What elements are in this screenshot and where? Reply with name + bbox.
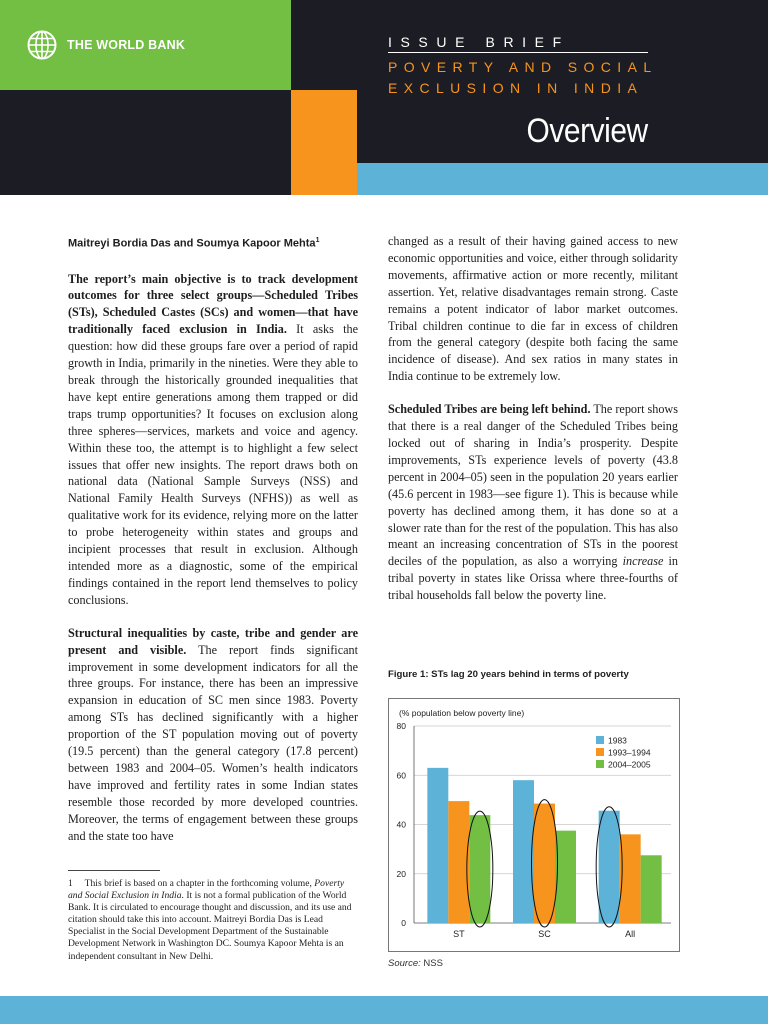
figure-source [388,958,443,969]
x-tick-label: All [625,929,636,939]
paragraph-objective [68,271,358,609]
header-band [0,0,768,195]
footnote [68,878,358,963]
bar-all-2004–2005 [641,855,662,923]
right-column [388,233,678,620]
footnote-number: 1 [68,878,73,889]
x-tick-label: ST [453,929,465,939]
legend-swatch [596,748,604,756]
y-tick-label: 80 [396,721,406,731]
inequalities-body: The report finds significant improvement in some development indicators for all the three groups. For instance, there has been an impressive expansion in education of SC men since 1983. Poverty among STs has declined significantly with a higher proportion of the ST population moving out of poverty (19.5 percent) than the general category (17.8 percent) between 1983 and 2004–05. Women’s health indicators have improved and fertility rates in some Indian states resemble those recorded by more developed countries. Moreover, the terms of engagement between these groups and the state too have [68,642,358,843]
bar-sc-2004–2005 [555,831,576,923]
tribes-body-a: The report shows that there is a real danger of the Scheduled Tribes being locked out of sharing in India’s prosperity. Despite improvements, STs experience levels of poverty (43.8 percent in 2004–05) seen in the population 20 years earlier (45.6 percent in 1983—see figure 1). This is because while poverty has declined among them, it has done so at a slower rate than for the rest of the population. This has also meant an increasing concentration of STs in the poorest deciles of the population, as also a worrying [388,402,678,569]
paragraph-tribes [388,401,678,604]
y-axis-label: (% population below poverty line) [399,708,525,718]
legend-label: 2004–2005 [608,759,651,770]
y-tick-label: 0 [401,918,406,928]
figure-title: Figure 1: STs lag 20 years behind in terms of poverty [388,669,629,680]
legend-swatch [596,736,604,744]
bar-sc-1993–1994 [534,804,555,923]
tribes-emphasis: increase [622,554,664,569]
x-tick-label: SC [538,929,551,939]
paragraph-continued: changed as a result of their having gained access to new economic opportunities and voice, either through solidarity movements, affirmative action or more recently, militant assertion. Yet, relative disadvantages remain strong. Caste remains a potent indicator of labor market outcomes. Tribal children continue to die far in excess of children from the general category (despite both facing the same incidence of disease). And sex ratios in many states in India continue to be extremely low. [388,234,678,384]
authors-line [68,233,358,253]
bar-st-1983 [427,768,448,923]
subtitle-line-1: POVERTY AND SOCIAL [388,59,658,75]
tribes-body-b: in tribal poverty in states like Orissa where three-fourths of tribal households fall below the poverty line. [388,554,678,603]
header-rule [388,52,648,53]
footnote-divider [68,870,160,871]
issue-brief-block [388,34,658,99]
orange-block [291,90,357,195]
footnote-title: Poverty and Social Exclusion in India [68,878,345,902]
y-tick-label: 20 [396,868,406,879]
tribes-lead: Scheduled Tribes are being left behind. [388,402,591,417]
y-tick-label: 60 [396,770,406,781]
org-name: THE WORLD BANK [67,38,186,52]
world-bank-logo [27,30,185,60]
footnote-text-a: This brief is based on a chapter in the forthcoming volume, [72,878,315,889]
left-column [68,233,358,860]
objective-lead: The report’s main objective is to track development outcomes for three select groups—Scheduled Tribes (STs), Scheduled Castes (SCs) and women—that have traditionally faced exclusion in India. [68,271,358,337]
issue-label: ISSUE BRIEF [388,34,570,50]
bar-all-1983 [599,811,620,923]
inequalities-lead: Structural inequalities by caste, tribe and gender are present and visible. [68,625,358,657]
bar-all-1993–1994 [620,834,641,923]
chart-svg [389,699,679,951]
objective-body: It asks the question: how did these groups fare over a period of rapid growth in India, primarily in the nineties. Were they able to break through the historically grounded inequalities that have kept entire generations among them trapped or did traps trump opportunities? It focuses on exclusion along three spheres—services, markets and voice and agency. Within these too, the attempt is to highlight a few select issues that offer new insights. The report draws both on national data (National Sample Surveys (NSS) and National Family Health Surveys (NFHS)) as well as qualitative work for its evidence, relying more on the latter to probe heterogeneity within states and groups and incipient processes that result in exclusion. Although intended more as a diagnostic, some of the empirical findings contained in the report lend themselves to policy conclusions. [68,322,358,607]
legend-swatch [596,760,604,768]
authors-footnote-ref: 1 [315,237,320,244]
legend-label: 1983 [608,735,627,746]
legend-label: 1993–1994 [608,747,651,758]
bar-st-1993–1994 [448,801,469,923]
authors: Maitreyi Bordia Das and Soumya Kapoor Mehta [68,237,316,250]
bar-sc-1983 [513,780,534,923]
subtitle-line-2: EXCLUSION IN INDIA [388,80,644,96]
page-title: Overview [526,112,648,150]
y-tick-label: 40 [396,819,406,830]
bar-st-2004–2005 [469,815,490,923]
poverty-bar-chart [388,698,680,952]
blue-block [357,163,768,195]
source-label: Source: [388,958,421,969]
footer-bar [0,996,768,1024]
paragraph-inequalities [68,625,358,845]
footnote-text-b: . It is not a formal publication of the World Bank. It is circulated to encourage thought and discussion, and its use and citation should take this into account. Maitreyi Bordia Das is Lead Specialist in the Social Development Department of the Sustainable Development Network in Washington DC. Soumya Kapoor Mehta is an independent consultant in New Delhi. [68,890,352,962]
source-value: NSS [420,958,443,969]
globe-icon [27,30,57,60]
